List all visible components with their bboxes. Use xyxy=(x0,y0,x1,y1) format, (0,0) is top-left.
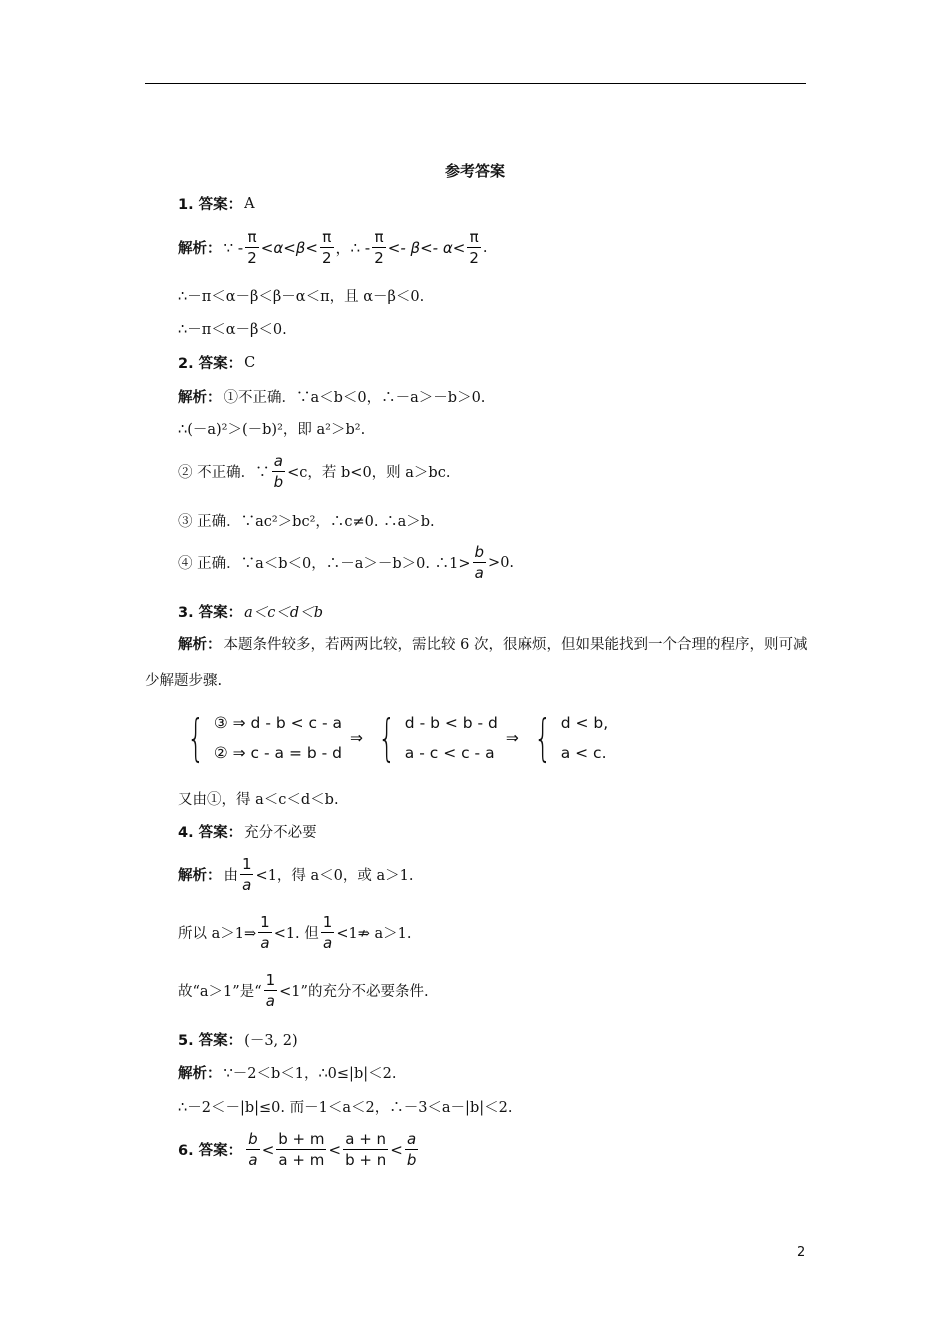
fraction-b-a: b a xyxy=(474,543,485,582)
q2-analysis-label: 解析： xyxy=(178,390,222,406)
q1-ineq-1: <α<β< xyxy=(260,238,318,257)
q6-answer-label: 6. 答案： xyxy=(178,1143,243,1159)
q2-line4: ③ 正确．∵ac²＞bc²，∴c≠0. ∴a＞b. xyxy=(178,514,435,530)
page-title: 参考答案 xyxy=(444,162,505,180)
fraction-a-b: a b xyxy=(273,452,284,491)
fraction-1-a: 1 a xyxy=(242,855,252,894)
q5-answer-value: (－3, 2) xyxy=(244,1033,298,1049)
q1-answer xyxy=(178,193,255,214)
fraction-pi-2: π 2 xyxy=(374,228,384,267)
q3-answer xyxy=(178,601,323,622)
q6-answer: 6. 答案： b a < b + m a + m < a + n b + n < a b xyxy=(178,1130,417,1169)
q2-line3: ② 不正确．∵ a b <c，若 b<0，则 a＞bc. xyxy=(178,452,451,491)
fraction-pi-2: π 2 xyxy=(469,228,479,267)
fraction-pi-2: π 2 xyxy=(321,228,332,267)
left-brace: { xyxy=(534,709,552,767)
left-brace: { xyxy=(187,709,205,767)
q3-conclusion: 又由①，得 a＜c＜d＜b. xyxy=(178,792,339,808)
q5-analysis-label: 解析： xyxy=(178,1066,222,1082)
fraction-b-plus-m: b + m a + m xyxy=(278,1130,325,1169)
left-brace: { xyxy=(378,709,396,767)
q1-answer-label: 1. 答案： xyxy=(178,197,243,213)
fraction-1-a: 1 a xyxy=(322,913,333,952)
fraction-b-a: b a xyxy=(248,1130,258,1169)
q4-analysis-label: 解析： xyxy=(178,868,222,884)
fraction-a-plus-n: a + n b + n xyxy=(345,1130,387,1169)
q5-answer xyxy=(178,1029,298,1050)
fraction-1-a: 1 a xyxy=(265,971,276,1010)
q1-line3: ∴－π＜α－β＜0. xyxy=(178,322,287,338)
q1-because: ∵ - xyxy=(223,238,244,257)
q1-analysis xyxy=(178,228,487,267)
q4-answer-value: 充分不必要 xyxy=(244,825,317,841)
q2-line1: 解析： ①不正确．∵a＜b＜0，∴－a＞－b＞0. xyxy=(178,386,485,407)
q4-answer xyxy=(178,821,317,842)
q3-analysis-label: 解析： xyxy=(178,637,222,653)
q5-line2: ∴－2＜－|b|≤0. 而－1＜a＜2，∴－3＜a－|b|＜2. xyxy=(178,1100,513,1116)
q3-analysis: 解析： 本题条件较多，若两两比较，需比较 6 次，很麻烦，但如果能找到一个合理的程序，则可减少解题步骤. xyxy=(145,637,808,689)
fraction-1-a: 1 a xyxy=(260,913,270,952)
q1-analysis-label: 解析： xyxy=(178,241,222,257)
header-rule xyxy=(145,83,806,84)
q2-line5: ④ 正确．∵a＜b＜0，∴－a＞－b＞0. ∴1> b a >0. xyxy=(178,543,515,582)
q5-answer-label: 5. 答案： xyxy=(178,1033,243,1049)
q2-answer-value: C xyxy=(244,354,256,371)
q1-therefore: ，∴ - xyxy=(335,239,371,257)
q4-line2: 所以 a＞1⇒ 1 a <1. 但 1 a <1⇏ a＞1. xyxy=(178,913,412,952)
q1-ineq-2: <- β<- α< xyxy=(387,238,466,257)
q4-line3: 故“a＞1”是“ 1 a <1”的充分不必要条件. xyxy=(178,971,429,1010)
q1-line2: ∴－π＜α－β＜β－α＜π，且 α－β＜0. xyxy=(178,289,425,305)
fraction-pi-2: π 2 xyxy=(247,228,257,267)
fraction-a-b: a b xyxy=(406,1130,417,1169)
page-number: 2 xyxy=(797,1245,806,1260)
q3-equation-system: { ③ ⇒ d - b < c - a ② ⇒ c - a = b - d ⇒ { d - b < b - d a - c < c - a ⇒ { d < b, a < c. xyxy=(187,709,609,767)
q5-line1: 解析： ∵－2＜b＜1，∴0≤|b|＜2. xyxy=(178,1062,396,1083)
q3-answer-value: a＜c＜d＜b xyxy=(244,605,323,621)
q1-answer-value: A xyxy=(244,195,255,212)
q2-line2: ∴(－a)²＞(－b)²，即 a²＞b². xyxy=(178,422,366,438)
q4-answer-label: 4. 答案： xyxy=(178,825,243,841)
q4-line1: 解析： 由 1 a <1，得 a＜0，或 a＞1. xyxy=(178,855,414,894)
q2-answer xyxy=(178,352,255,373)
q2-answer-label: 2. 答案： xyxy=(178,356,243,372)
q1-period: . xyxy=(482,239,488,256)
q3-answer-label: 3. 答案： xyxy=(178,605,243,621)
